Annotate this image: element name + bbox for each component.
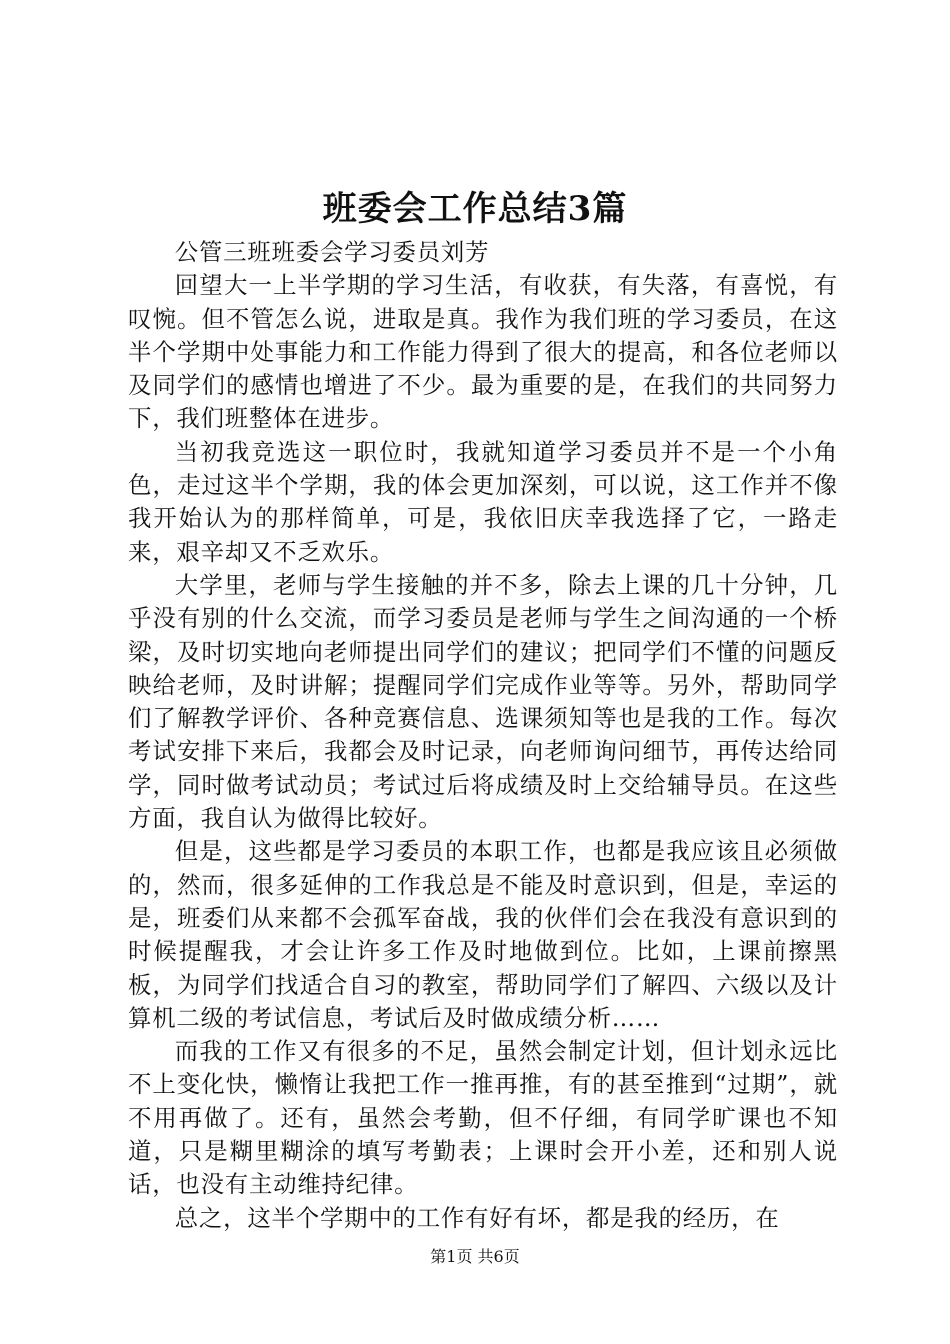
document-title: 班委会工作总结3篇 xyxy=(322,189,628,229)
paragraph: 总之，这半个学期中的工作有好有坏，都是我的经历，在 xyxy=(174,1203,780,1232)
paragraph: 回望大一上半学期的学习生活，有收获，有失落，有喜悦，有叹惋。但不管怎么说，进取是真。我作为我们班的学习委员，在这半个学期中处事能力和工作能力得到了很大的提高，和各位老师以及同学们的感情也增进了不少。最为重要的是，在我们的共同努力下，我们班整体在进步。 xyxy=(128,271,838,433)
document-body xyxy=(128,236,838,1235)
paragraph: 而我的工作又有很多的不足，虽然会制定计划，但计划永远比不上变化快，懒惰让我把工作一推再推，有的甚至推到“过期”，就不用再做了。还有，虽然会考勤，但不仔细，有同学旷课也不知道，只是糊里糊涂的填写考勤表；上课时会开小差，还和别人说话，也没有主动维持纪律。 xyxy=(128,1037,838,1199)
paragraph: 大学里，老师与学生接触的并不多，除去上课的几十分钟，几乎没有别的什么交流，而学习委员是老师与学生之间沟通的一个桥梁，及时切实地向老师提出同学们的建议；把同学们不懂的问题反映给老师，及时讲解；提醒同学们完成作业等等。另外，帮助同学们了解教学评价、各种竞赛信息、选课须知等也是我的工作。每次考试安排下来后，我都会及时记录，向老师询问细节，再传达给同学，同时做考试动员；考试过后将成绩及时上交给辅导员。在这些方面，我自认为做得比较好。 xyxy=(128,570,838,833)
paragraph: 当初我竞选这一职位时，我就知道学习委员并不是一个小角色，走过这半个学期，我的体会更加深刻，可以说，这工作并不像我开始认为的那样简单，可是，我依旧庆幸我选择了它，一路走来，艰辛却又不乏欢乐。 xyxy=(128,437,838,566)
page-number-footer: 第1页 共6页 xyxy=(430,1247,520,1266)
paragraph: 但是，这些都是学习委员的本职工作，也都是我应该且必须做的，然而，很多延伸的工作我总是不能及时意识到，但是，幸运的是，班委们从来都不会孤军奋战，我的伙伴们会在我没有意识到的时候提醒我，才会让许多工作及时地做到位。比如，上课前擦黑板，为同学们找适合自习的教室，帮助同学们了解四、六级以及计算机二级的考试信息，考试后及时做成绩分析…… xyxy=(128,837,838,1032)
author-line: 公管三班班委会学习委员刘芳 xyxy=(174,238,490,266)
